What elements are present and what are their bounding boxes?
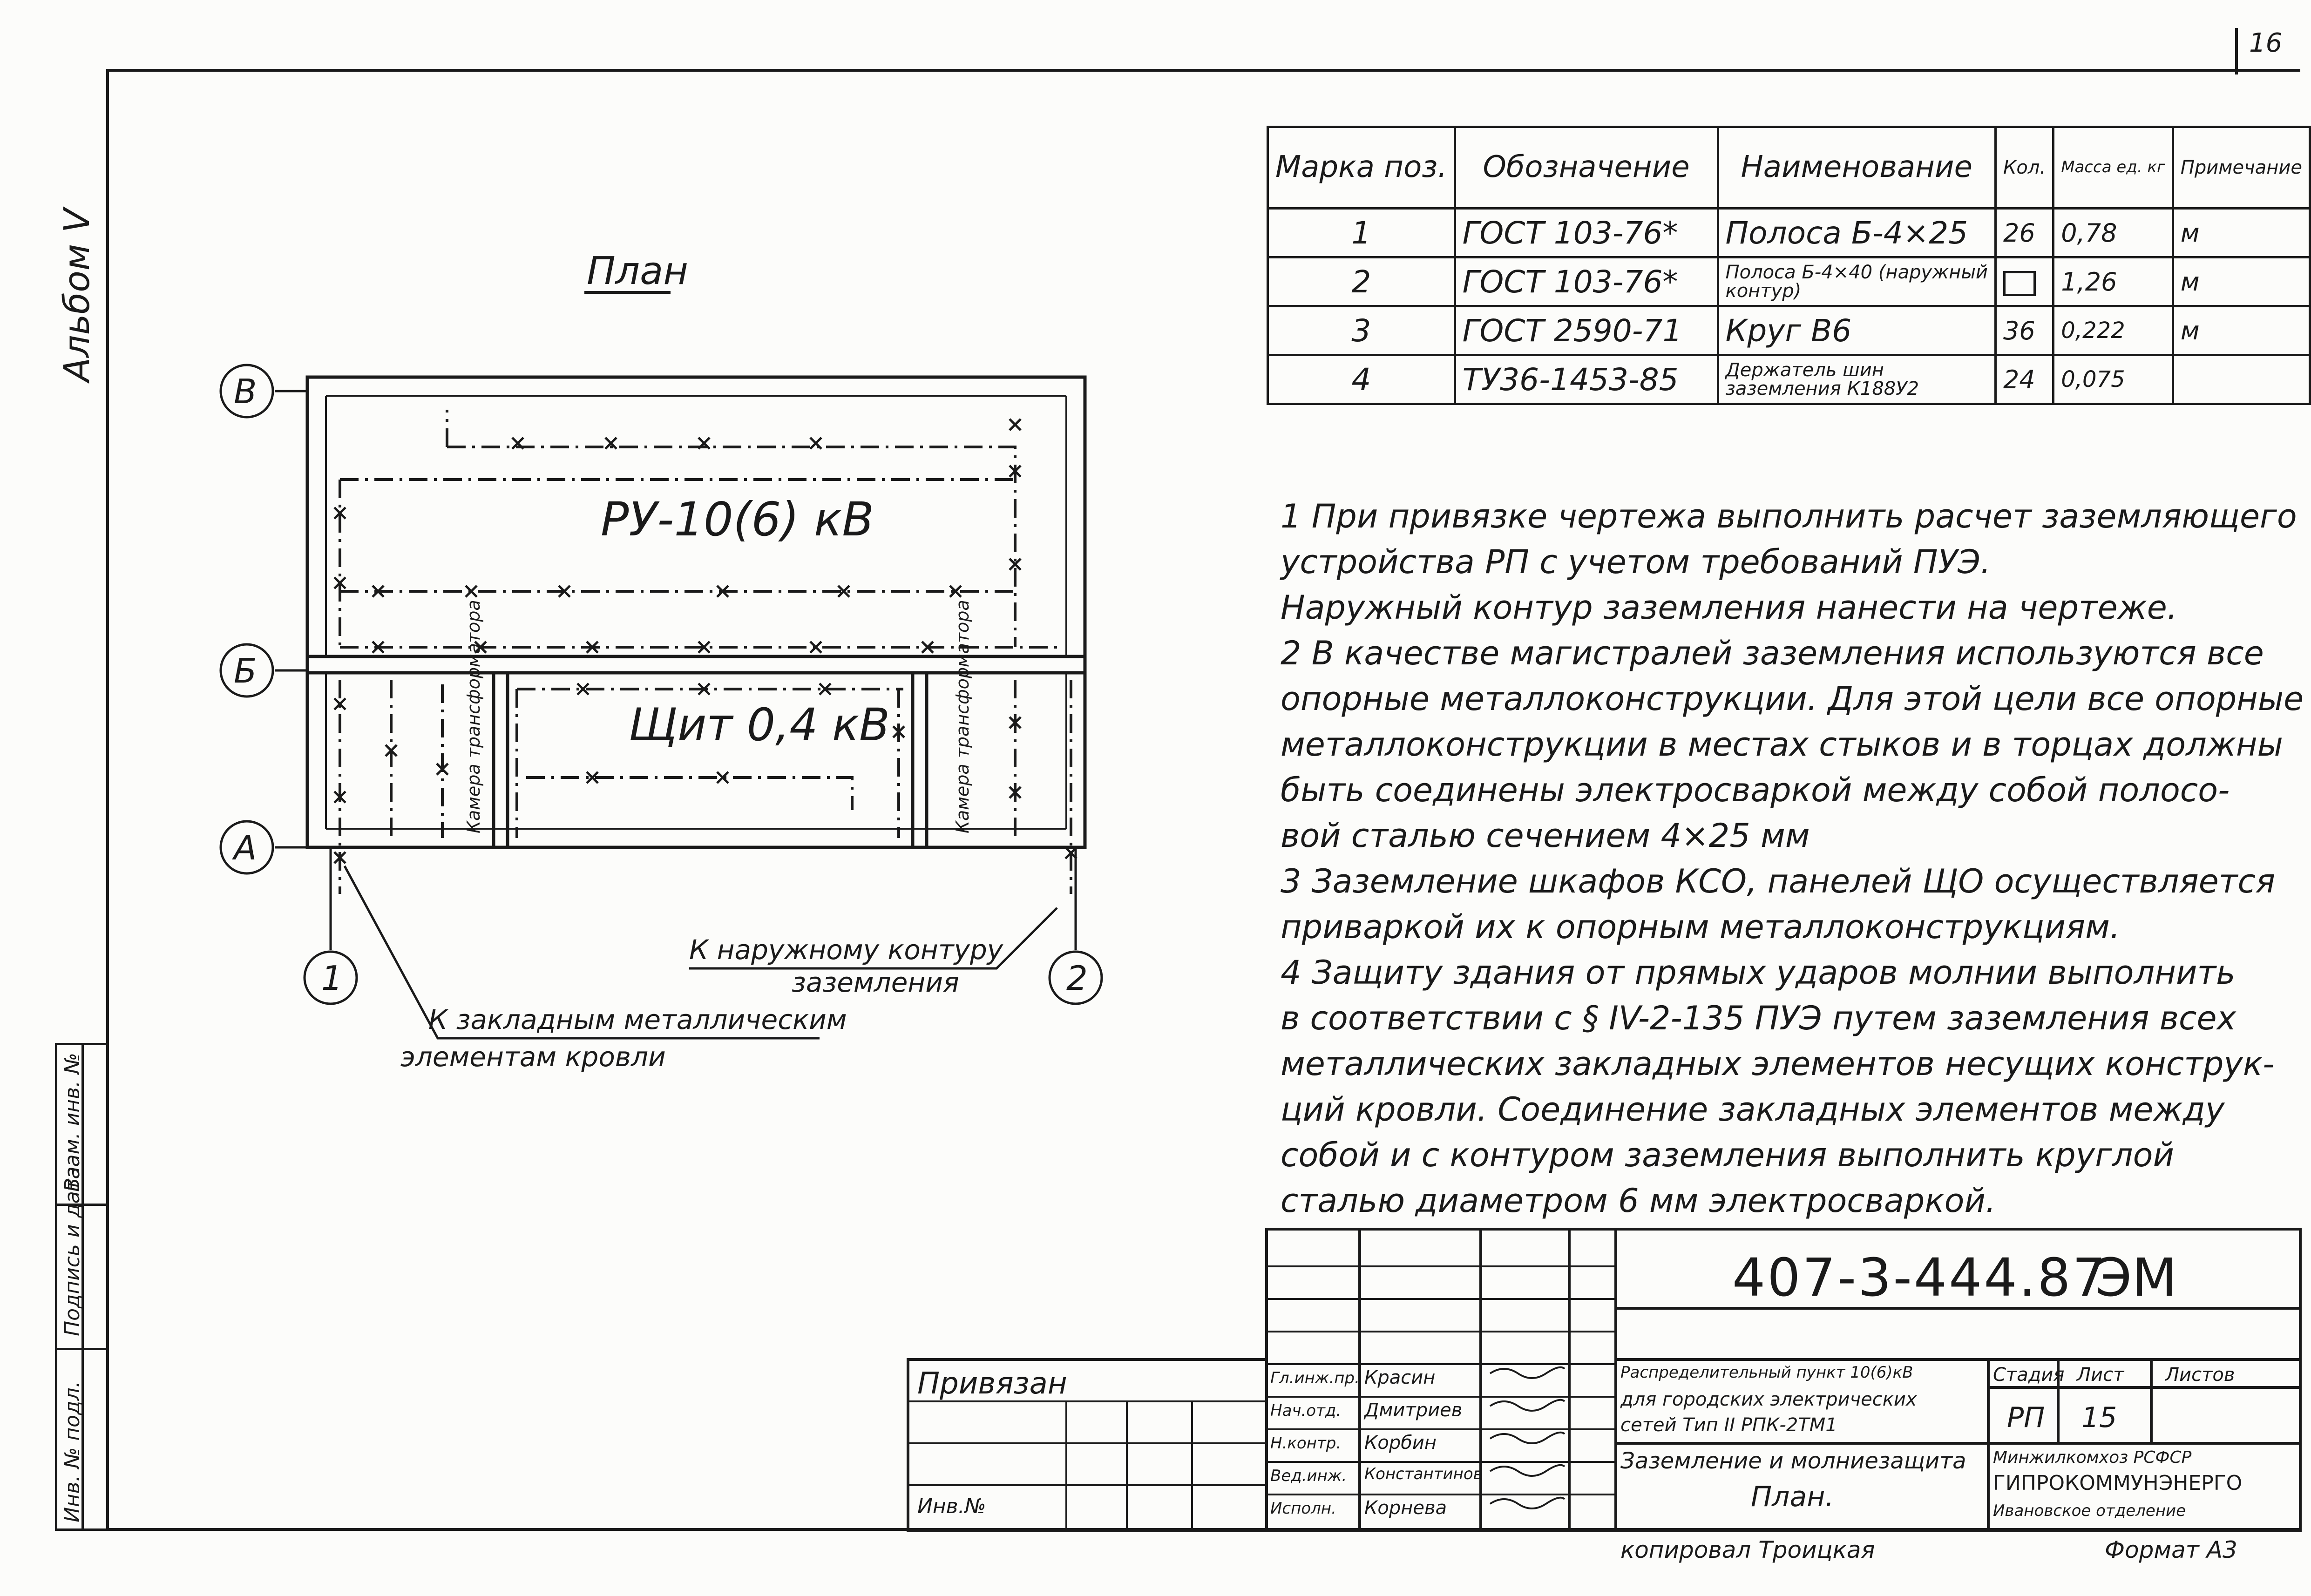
plan-title: План: [587, 249, 688, 293]
note-line: устройства РП с учетом требований ПУЭ.: [1281, 543, 1991, 581]
axis-bubble-b: Б: [234, 651, 257, 690]
role-1: Гл.инж.пр.: [1270, 1369, 1360, 1387]
axis-bubble-1: 1: [321, 959, 343, 998]
hdr-qty: Кол.: [1996, 127, 2053, 209]
note-line: ций кровли. Соединение закладных элементов между: [1281, 1090, 2225, 1129]
hdr-name: Наименование: [1718, 127, 1995, 209]
hdr-note: Примечание: [2173, 127, 2310, 209]
note-line: вой сталью сечением 4×25 мм: [1281, 817, 1810, 855]
sheet-value: 15: [2081, 1401, 2117, 1434]
table-row: 4 ТУ36-1453-85 Держатель шин заземления К188У2 24 0,075: [1268, 355, 2310, 404]
format-label: Формат А3: [2105, 1536, 2237, 1563]
stage-label: Стадия: [1993, 1364, 2065, 1386]
org-line-2: ГИПРОКОММУНЭНЕРГО: [1993, 1471, 2243, 1495]
role-3: Н.контр.: [1270, 1434, 1342, 1453]
note-line: сталью диаметром 6 мм электросваркой.: [1281, 1182, 1996, 1220]
axis-bubble-v: В: [234, 372, 257, 411]
note-line: в соответствии с § IV-2-135 ПУЭ путем заземления всех: [1281, 999, 2236, 1037]
name-1: Красин: [1364, 1367, 1436, 1388]
org-line-3: Ивановское отделение: [1993, 1501, 2186, 1520]
role-5: Исполн.: [1270, 1499, 1336, 1518]
callout-roof-2: элементам кровли: [400, 1041, 666, 1073]
org-line-1: Минжилкомхоз РСФСР: [1993, 1448, 2192, 1467]
callout-outer-2: заземления: [792, 967, 959, 998]
side-inv-orig: Инв. № подл.: [61, 1381, 84, 1522]
callout-outer-1: К наружному контуру: [689, 934, 1003, 966]
copied-by: копировал Троицкая: [1620, 1536, 1875, 1563]
hdr-mass: Масса ед. кг: [2053, 127, 2173, 209]
axis-bubble-2: 2: [1066, 959, 1088, 998]
stage-value: РП: [2007, 1401, 2045, 1434]
note-line: 2 В качестве магистралей заземления используются все: [1281, 634, 2264, 672]
album-label: Альбом V: [56, 208, 97, 382]
name-4: Константинов: [1364, 1465, 1483, 1483]
axis-bubble-a: А: [234, 828, 257, 867]
note-line: металлических закладных элементов несущих конструк-: [1281, 1045, 2275, 1083]
sheet-title: Заземление и молниезащита: [1620, 1448, 1966, 1474]
role-2: Нач.отд.: [1270, 1401, 1342, 1420]
hdr-mark: Марка поз.: [1268, 127, 1455, 209]
note-line: собой и с контуром заземления выполнить круглой: [1281, 1136, 2174, 1174]
note-line: опорные металлоконструкции. Для этой цели все опорные: [1281, 680, 2304, 718]
title-line-3: сетей Тип II РПК-2ТМ1: [1620, 1414, 1837, 1436]
table-row: 1 ГОСТ 103-76* Полоса Б-4×25 26 0,78 м: [1268, 209, 2310, 257]
callout-roof-1: К закладным металлическим: [428, 1004, 847, 1035]
note-line: быть соединены электросваркой между собой полосо-: [1281, 771, 2230, 809]
name-2: Дмитриев: [1364, 1400, 1463, 1421]
room-shield-label: Щит 0,4 кВ: [629, 699, 890, 751]
sheet-label: Лист: [2077, 1364, 2124, 1386]
title-line-1: Распределительный пункт 10(6)кВ: [1620, 1363, 1913, 1382]
sheet-subtitle: План.: [1751, 1481, 1834, 1513]
title-line-2: для городских электрических: [1620, 1389, 1917, 1410]
side-inv-repl: Взам. инв. №: [61, 1053, 84, 1192]
note-line: 4 Защиту здания от прямых ударов молнии выполнить: [1281, 954, 2236, 992]
side-signature: Подпись и дата: [61, 1166, 84, 1336]
role-4: Вед.инж.: [1270, 1467, 1347, 1485]
note-line: приваркой их к опорным металлоконструкциям.: [1281, 908, 2121, 946]
stamp-suffix: ЭМ: [2095, 1248, 2177, 1308]
table-row: 2 ГОСТ 103-76* Полоса Б-4×40 (наружный контур) 1,26 м: [1268, 257, 2310, 306]
room-ru-label: РУ-10(6) кВ: [601, 492, 874, 547]
note-line: Наружный контур заземления нанести на чертеже.: [1281, 588, 2178, 627]
sheets-label: Листов: [2165, 1364, 2235, 1386]
hdr-designation: Обозначение: [1455, 127, 1718, 209]
note-line: металлоконструкции в местах стыков и в торцах должны: [1281, 725, 2283, 764]
chamber-right-label: Камера трансформатора: [952, 600, 973, 833]
stamp-privyazan: Привязан: [917, 1366, 1067, 1401]
note-line: 3 Заземление шкафов КСО, панелей ЩО осуществляется: [1281, 862, 2276, 900]
note-line: 1 При привязке чертежа выполнить расчет заземляющего: [1281, 497, 2297, 535]
name-5: Корнева: [1364, 1497, 1447, 1519]
page-number: 16: [2249, 28, 2283, 58]
stamp-inv: Инв.№: [917, 1495, 986, 1518]
chamber-left-label: Камера трансформатора: [463, 600, 484, 833]
table-row: 3 ГОСТ 2590-71 Круг В6 36 0,222 м: [1268, 306, 2310, 355]
stamp-code: 407-3-444.87: [1732, 1248, 2108, 1308]
name-3: Корбин: [1364, 1432, 1437, 1454]
